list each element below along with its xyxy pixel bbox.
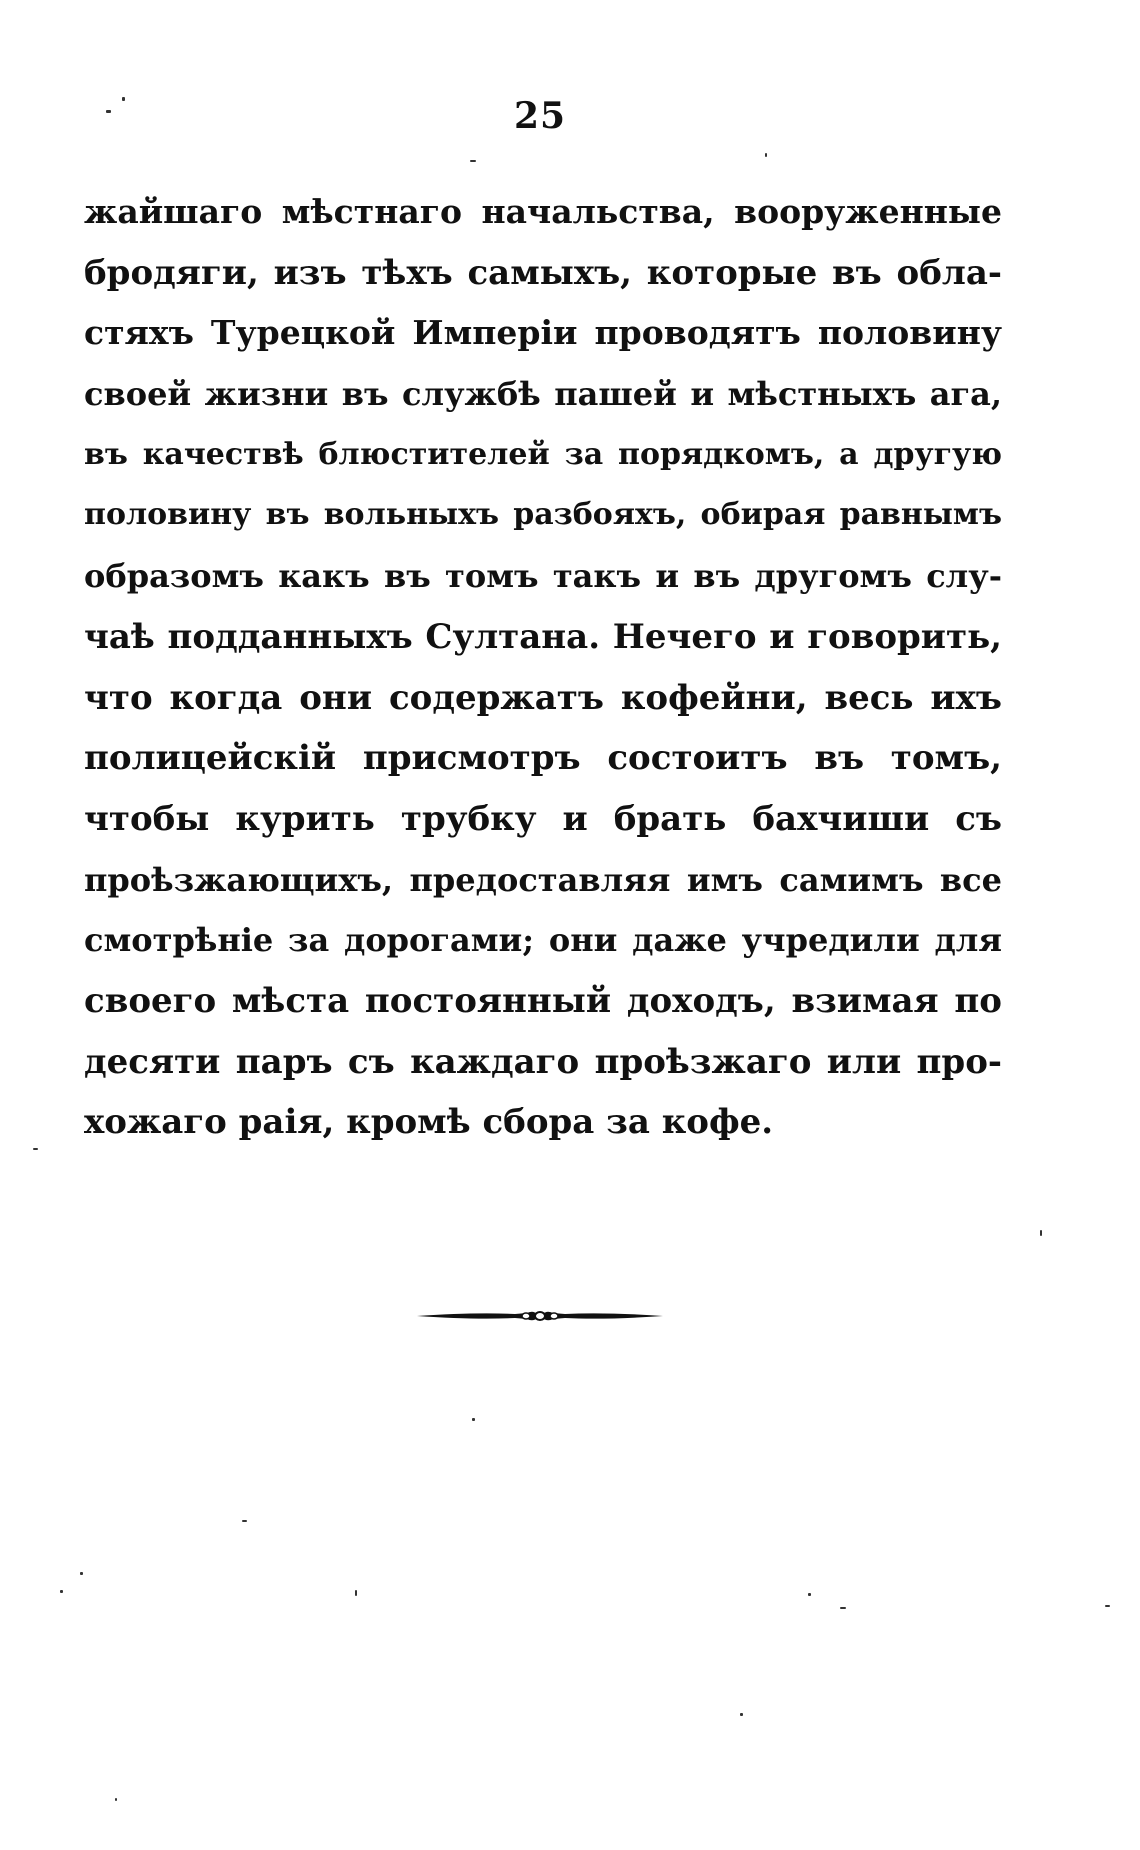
scan-speck — [242, 1520, 247, 1522]
scan-speck — [765, 153, 767, 157]
text-line: образомъ какъ въ томъ такъ и въ другомъ слу- — [84, 557, 1002, 596]
ornament-divider-icon — [415, 1304, 665, 1328]
text-line: жайшаго мѣстнаго начальства, вооруженные — [84, 192, 1002, 231]
text-line: хожаго раія, кромѣ сбора за кофе. — [84, 1102, 774, 1143]
text-line: чтобы курить трубку и брать бахчиши съ — [84, 798, 1002, 839]
text-line: чаѣ подданныхъ Султана. Нечего и говорить, — [84, 616, 1002, 657]
scan-speck — [33, 1148, 38, 1150]
scan-speck — [740, 1713, 743, 1716]
scan-speck — [470, 160, 476, 162]
scan-speck — [60, 1590, 63, 1593]
scan-speck — [1105, 1605, 1110, 1607]
scan-speck — [472, 1418, 475, 1421]
text-line: бродяги, изъ тѣхъ самыхъ, которые въ обла- — [84, 252, 1002, 293]
text-line: въ качествѣ блюстителей за порядкомъ, а другую — [84, 436, 1002, 472]
scan-speck — [808, 1593, 811, 1596]
text-line: смотрѣніе за дорогами; они даже учредили для — [84, 921, 1002, 960]
scan-speck — [122, 97, 125, 101]
text-line: своей жизни въ службѣ пашей и мѣстныхъ ага, — [84, 375, 1002, 414]
text-line: полицейскій присмотръ состоитъ въ томъ, — [84, 738, 1002, 779]
scan-speck — [840, 1607, 846, 1609]
text-line: половину въ вольныхъ разбояхъ, обирая равнымъ — [84, 497, 1002, 533]
text-line: стяхъ Турецкой Имперіи проводятъ половину — [84, 313, 1002, 353]
scan-speck — [115, 1798, 117, 1801]
page-number: 25 — [513, 95, 567, 137]
text-line: десяти паръ съ каждаго проѣзжаго или про- — [84, 1041, 1002, 1082]
scan-speck — [355, 1590, 357, 1596]
scan-speck — [1040, 1230, 1042, 1236]
text-line: своего мѣста постоянный доходъ, взимая по — [84, 980, 1002, 1021]
body-text — [84, 182, 1002, 1153]
scan-speck — [106, 110, 111, 113]
text-line: проѣзжающихъ, предоставляя имъ самимъ все — [84, 860, 1002, 899]
text-line: что когда они содержатъ кофейни, весь ихъ — [84, 677, 1002, 718]
scan-speck — [80, 1572, 83, 1575]
